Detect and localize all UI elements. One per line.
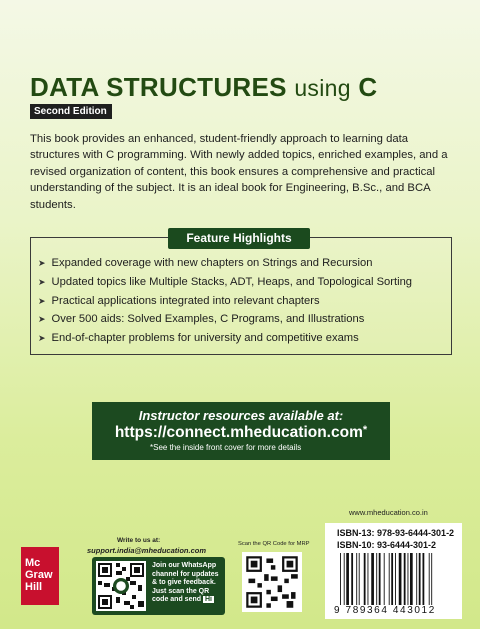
instructor-url[interactable]: https://connect.mheducation.com*	[114, 424, 368, 441]
whatsapp-text: Join our WhatsApp channel for updates & to give feedback. Just scan the QR code and send Hi	[152, 562, 219, 603]
list-item: ➤ End-of-chapter problems for university and competitive exams	[38, 329, 448, 348]
barcode-icon	[340, 553, 460, 605]
list-item: ➤ Over 500 aids: Solved Examples, C Programs, and Illustrations	[38, 310, 448, 329]
arrow-icon: ➤	[38, 333, 46, 344]
arrow-icon: ➤	[38, 314, 46, 325]
title-c: C	[358, 72, 378, 102]
feature-list	[38, 254, 448, 348]
list-item: ➤ Practical applications integrated into relevant chapters	[38, 292, 448, 311]
book-title	[30, 72, 377, 103]
list-item: ➤ Updated topics like Multiple Stacks, ADT, Heaps, and Topological Sorting	[38, 273, 448, 292]
intro-paragraph: This book provides an enhanced, student-friendly approach to learning data structures with C programming. With newly added topics, enriched examples, and a revised organization of content, this book ensures a comprehensive and practical understanding of the subject. It is an ideal book for Engineering, B.Sc., and BCA students.	[30, 133, 448, 211]
instructor-banner	[92, 402, 390, 460]
title-main: DATA STRUCTURES	[30, 72, 287, 102]
instructor-heading: Instructor resources available at:	[138, 408, 344, 423]
isbn-10: ISBN-10: 93-6444-301-2	[337, 540, 437, 550]
isbn-13: ISBN-13: 978-93-6444-301-2	[337, 528, 455, 538]
barcode-number: 9 789364 443012	[334, 605, 436, 616]
hi-badge: Hi	[204, 596, 212, 603]
mrp-qr-icon	[242, 552, 302, 612]
arrow-icon: ➤	[38, 295, 46, 306]
arrow-icon: ➤	[38, 276, 46, 287]
write-label: Write to us at:	[117, 537, 161, 544]
website-url[interactable]: www.mheducation.co.in	[349, 508, 428, 517]
whatsapp-box	[92, 557, 225, 615]
whatsapp-qr-icon	[96, 561, 146, 611]
title-using: using	[294, 75, 351, 101]
mrp-label: Scan the QR Code for MRP	[238, 541, 310, 547]
list-item: ➤ Expanded coverage with new chapters on Strings and Recursion	[38, 254, 448, 273]
mcgraw-hill-logo: Mc Graw Hill	[21, 547, 59, 605]
edition-badge: Second Edition	[30, 104, 112, 119]
arrow-icon: ➤	[38, 258, 46, 268]
instructor-note: *See the inside front cover for more details	[150, 443, 302, 452]
feature-heading: Feature Highlights	[168, 228, 310, 249]
support-email[interactable]: support.india@mheducation.com	[87, 546, 206, 555]
